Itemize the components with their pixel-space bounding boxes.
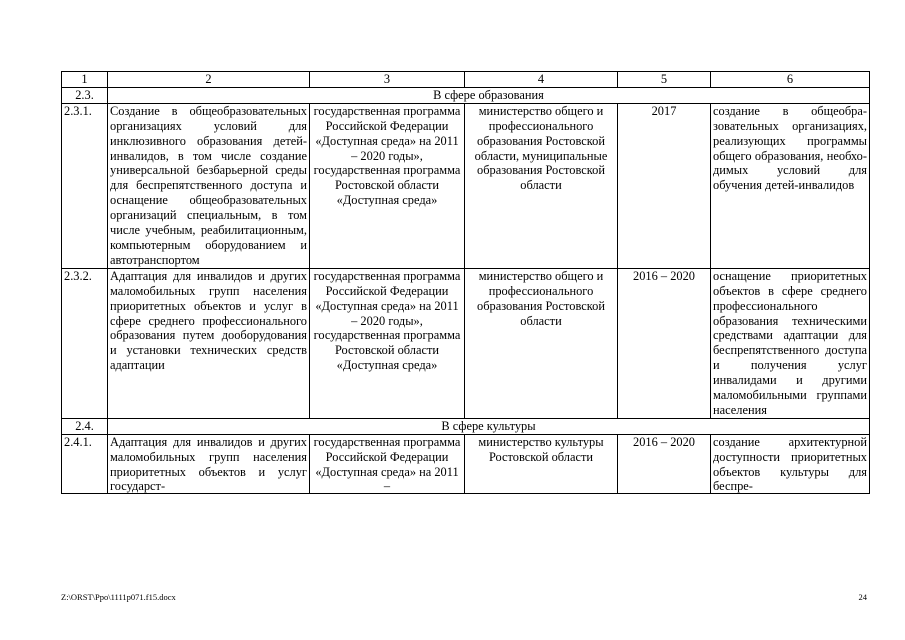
column-number: 2	[108, 72, 310, 88]
column-number: 1	[62, 72, 108, 88]
measure-number: 2.4.1.	[62, 434, 108, 493]
measure-period: 2016 – 2020	[618, 268, 711, 418]
column-number-row	[62, 72, 870, 88]
measure-period: 2016 – 2020	[633, 434, 695, 449]
measure-executor: министерство культуры Ростовской области	[478, 434, 604, 464]
measure-result-cell	[711, 434, 870, 493]
measure-executor-cell	[465, 434, 618, 493]
column-number: 3	[310, 72, 465, 88]
section-number: 2.3.	[62, 87, 108, 103]
measure-program-cell	[310, 434, 465, 493]
measure-period-cell	[618, 434, 711, 493]
measure-period: 2017	[618, 103, 711, 268]
table-row	[62, 268, 870, 418]
measure-program: государственная программа Российской Федерации «Доступная среда» на 2011 –	[313, 434, 461, 493]
file-path-footer: Z:\ORST\Ppo\1111p071.f15.docx	[61, 592, 176, 602]
section-title: В сфере образования	[108, 87, 870, 103]
measure-executor: министерство общего и профессионального образования Ростовской области	[465, 268, 618, 418]
measure-result: создание архитектурной доступности приоритетных объектов культуры для беспре-	[713, 434, 867, 493]
section-title: В сфере культуры	[108, 418, 870, 434]
column-number: 5	[618, 72, 711, 88]
measure-program: государственная программа Российской Федерации «Доступная среда» на 2011 – 2020 годы», государственная программа Ростовской области «Доступная среда»	[310, 103, 465, 268]
measure-number: 2.3.2.	[62, 268, 108, 418]
table-row	[62, 434, 870, 493]
measure-name: Адаптация для инвалидов и других маломобильных групп населения приоритетных объектов и услуг в сфере среднего профессионального образования путем дооборудования и установки технических средств адаптации	[108, 268, 310, 418]
measure-result: создание в общеобразовательных организациях, реализующих программы общего образования, необходимых условий для обучения детей-инвалидов	[711, 103, 870, 268]
section-number: 2.4.	[62, 418, 108, 434]
page-number: 24	[858, 592, 867, 602]
measures-table	[61, 71, 870, 494]
measure-name-cell	[108, 434, 310, 493]
table-row	[62, 103, 870, 268]
section-header-row	[62, 87, 870, 103]
section-header-row	[62, 418, 870, 434]
measure-executor: министерство общего и профессионального образования Ростовской области, муниципальные образования Ростовской области	[465, 103, 618, 268]
measure-result: оснащение приоритетных объектов в сфере среднего профессионального образования техническими средствами адаптации для беспрепятственного доступа и получения услуг инвалидами и другими маломобильными группами населения	[711, 268, 870, 418]
column-number: 6	[711, 72, 870, 88]
measure-name: Адаптация для инвалидов и других маломобильных групп населения приоритетных объектов и услуг государст-	[110, 434, 307, 493]
measure-name: Создание в общеобразовательных организациях условий для инклюзивного образования детей-инвалидов, в том числе создание универсальной безбарьерной среды для беспрепятственного доступа и оснащение общеобразовательных организаций специальным, в том числе учебным, реабилитационным, компьютерным оборудованием и автотранспортом	[108, 103, 310, 268]
column-number: 4	[465, 72, 618, 88]
measure-program: государственная программа Российской Федерации «Доступная среда» на 2011 – 2020 годы», государственная программа Ростовской области «Доступная среда»	[310, 268, 465, 418]
measure-number: 2.3.1.	[62, 103, 108, 268]
